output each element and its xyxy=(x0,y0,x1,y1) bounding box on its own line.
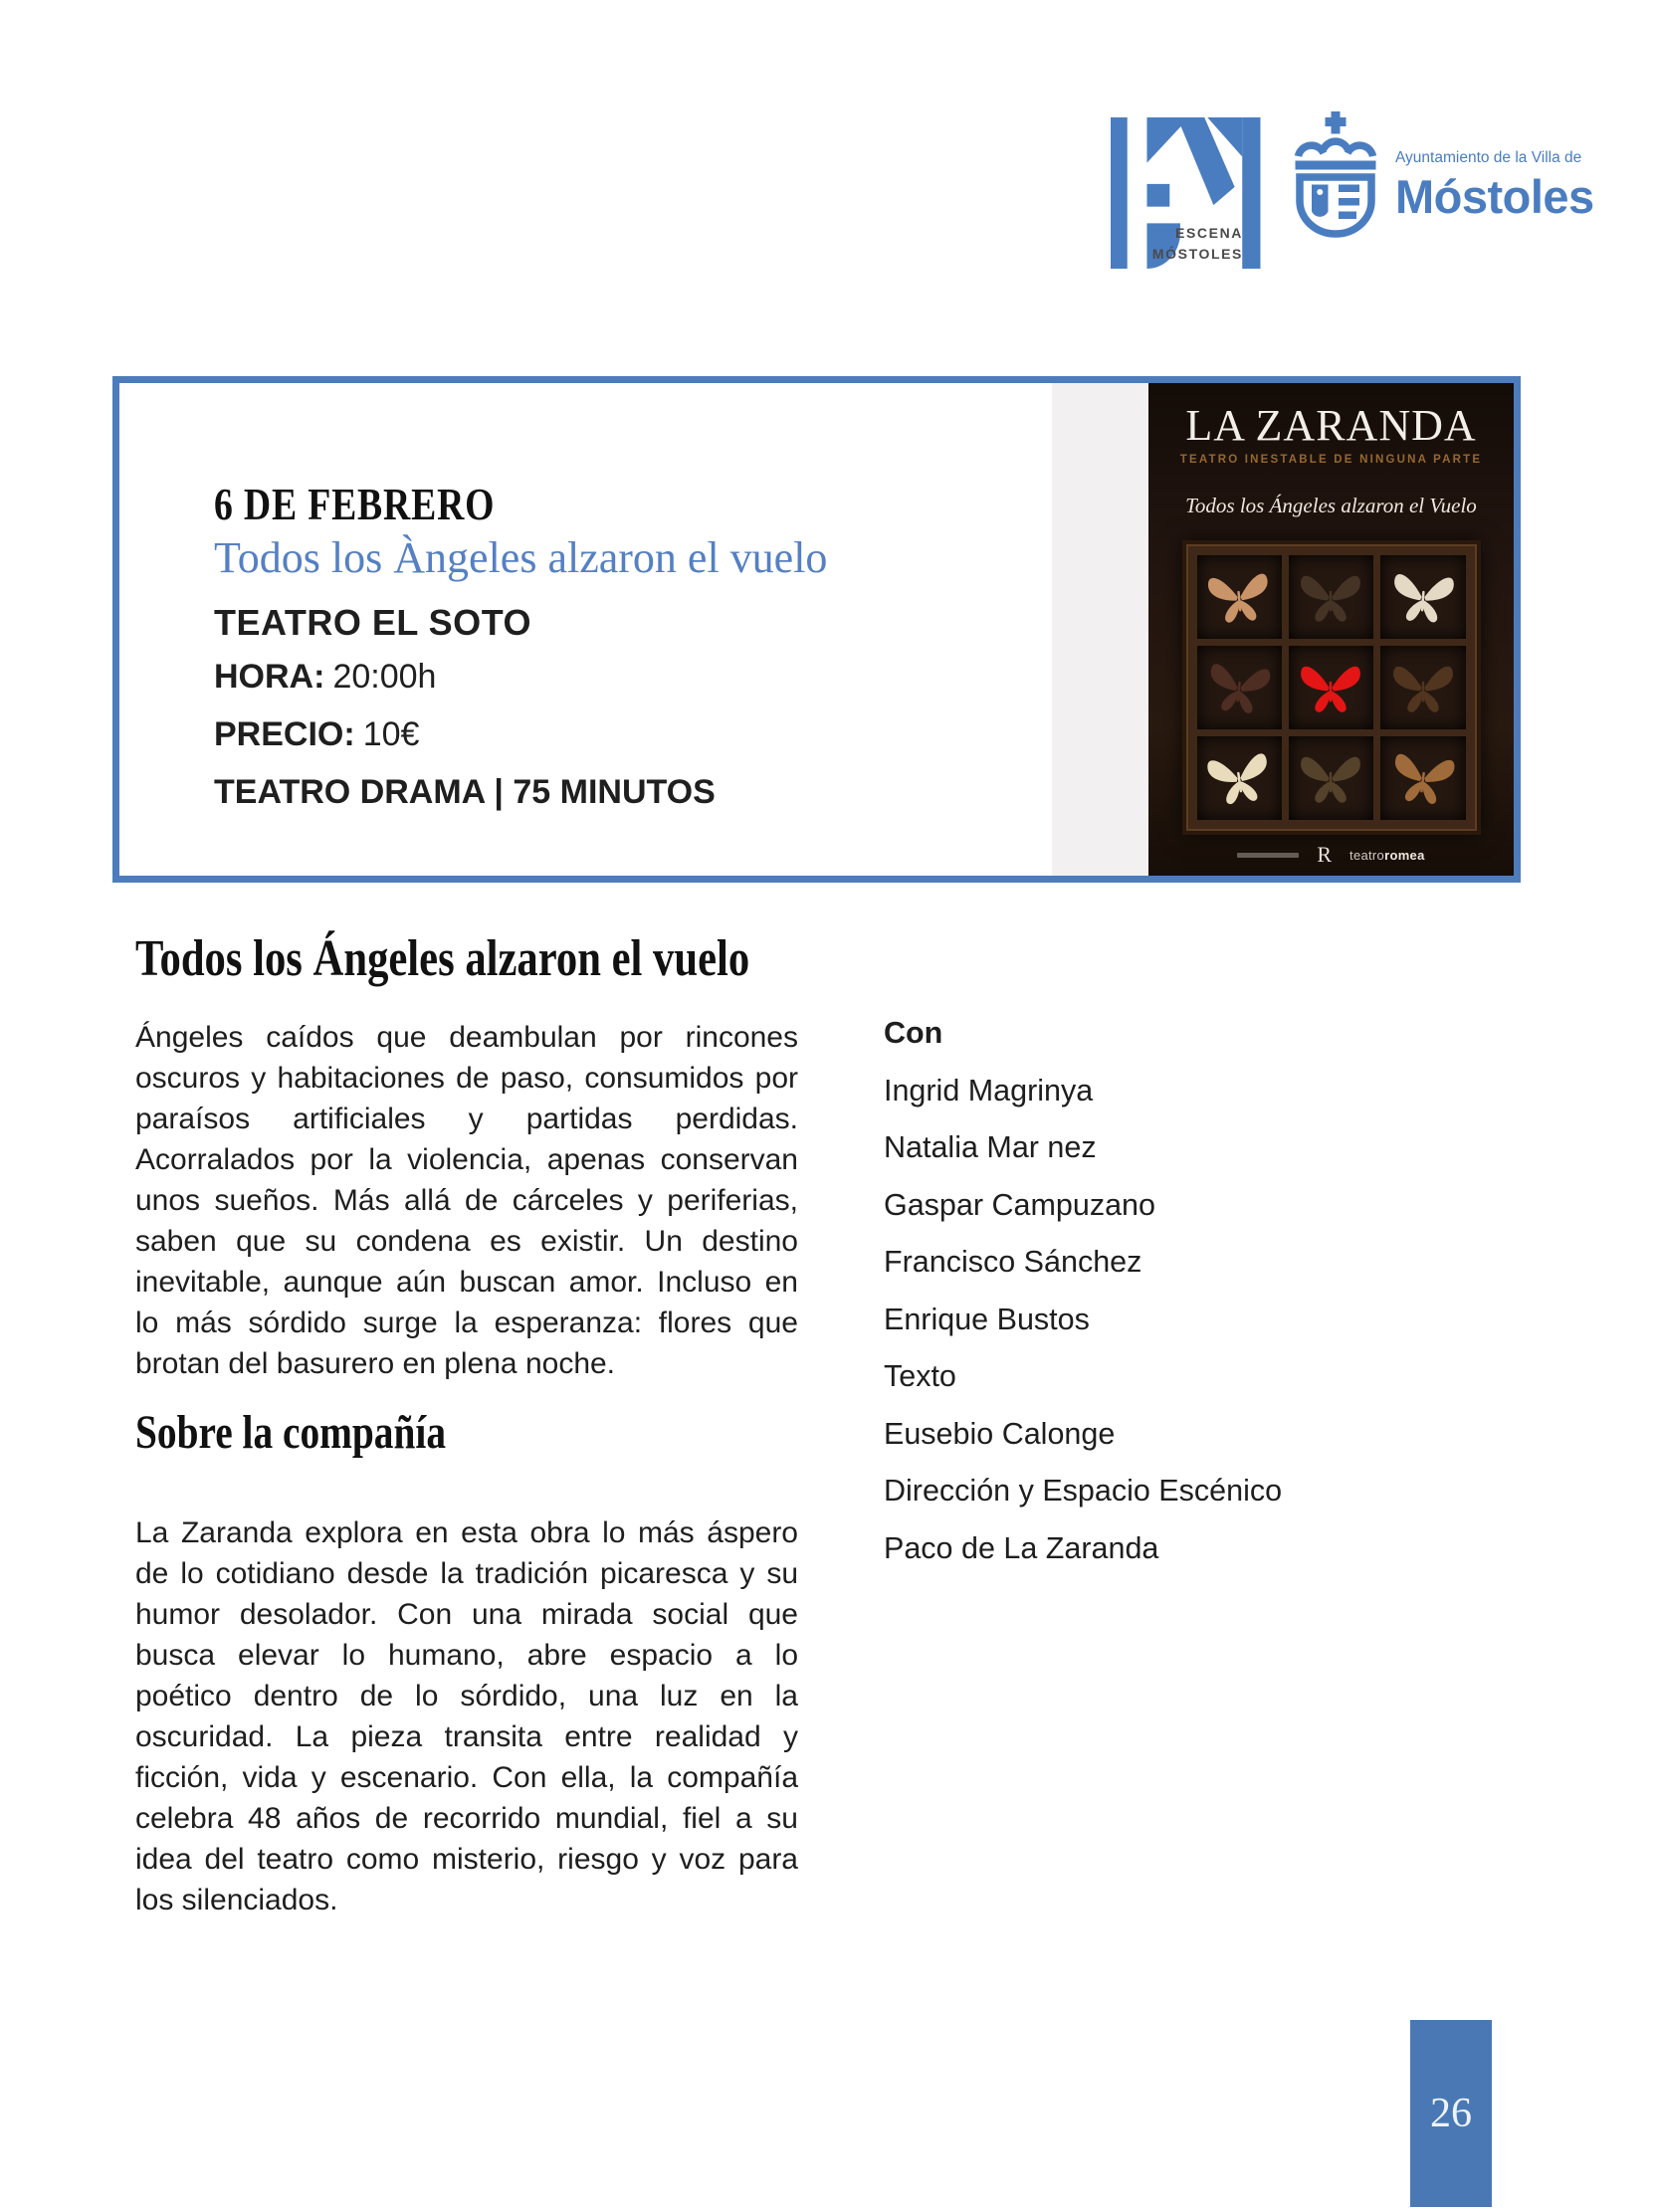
romea-light: teatro xyxy=(1349,847,1385,863)
butterfly-icon xyxy=(1199,653,1279,721)
credits-list xyxy=(884,1017,1282,1565)
butterfly-icon xyxy=(1382,743,1463,814)
credit-cast-name: Gaspar Campuzano xyxy=(884,1187,1155,1222)
mostoles-shield-icon xyxy=(1290,111,1381,249)
mostoles-logo-title: Móstoles xyxy=(1395,170,1594,223)
poster-tagline: TEATRO INESTABLE DE NINGUNA PARTE xyxy=(1179,454,1483,467)
event-card xyxy=(112,376,1521,883)
credits-text-label: Texto xyxy=(884,1359,956,1394)
butterfly-icon xyxy=(1386,657,1460,718)
case-cell xyxy=(1197,736,1282,820)
credit-direction-author: Paco de La Zaranda xyxy=(884,1530,1159,1565)
butterfly-icon xyxy=(1384,564,1462,631)
poster-show-title: Todos los Ángeles alzaron el Vuelo xyxy=(1185,494,1477,518)
poster-company-name: LA ZARANDA xyxy=(1185,401,1477,450)
page-title: Todos los Ángeles alzaron el vuelo xyxy=(135,930,750,987)
event-time xyxy=(214,658,436,697)
butterfly-icon xyxy=(1198,742,1280,814)
butterfly-icon xyxy=(1294,747,1367,809)
case-cell xyxy=(1380,736,1465,820)
event-info xyxy=(119,383,1045,876)
show-poster xyxy=(1148,383,1514,876)
event-title: Todos los Àngeles alzaron el vuelo xyxy=(214,533,828,582)
case-cell xyxy=(1289,736,1373,820)
em-logo-caption xyxy=(1152,223,1243,265)
credits-direction-label: Dirección y Espacio Escénico xyxy=(884,1474,1283,1508)
case-cell xyxy=(1197,555,1282,639)
credit-cast-name: Ingrid Magrinya xyxy=(884,1073,1094,1107)
case-cell xyxy=(1289,646,1373,729)
ayuntamiento-mostoles-logo xyxy=(1290,111,1594,261)
synopsis-paragraph: Ángeles caídos que deambulan por rincones oscuros y habitaciones de paso, consumidos por paraísos artificiales y partidas perdidas. Acorralados por la violencia, apenas conservan unos sueños. Más allá de cárceles y periferias, saben que su condena es existir. Un destino inevitable, aunque aún buscan amor. Incluso en lo más sórdido surge la esperanza: flores que brotan del basurero en plena noche. xyxy=(135,1021,798,1380)
poster-smallprint xyxy=(1237,853,1299,858)
case-cell xyxy=(1380,555,1465,639)
escena-mostoles-logo xyxy=(1108,117,1265,269)
page-number-box xyxy=(1410,2020,1492,2207)
company-paragraph: La Zaranda explora en esta obra lo más áspero de lo cotidiano desde la tradición picaresca y su humor desolador. Con una mirada social que busca elevar lo humano, abre espacio a lo poético dentro de lo sórdido, una luz en la oscuridad. La pieza transita entre realidad y ficción, vida y escenario. Con ella, la compañía celebra 48 años de recorrido mundial, fiel a su idea del teatro como misterio, riesgo y voz para los silenciados. xyxy=(135,1516,798,1916)
romea-bold: romea xyxy=(1384,847,1425,863)
price-label: PRECIO: xyxy=(214,715,355,753)
teatro-romea-wordmark xyxy=(1349,848,1425,863)
butterfly-display-case xyxy=(1182,540,1481,835)
event-genre-duration: TEATRO DRAMA | 75 MINUTOS xyxy=(214,773,716,811)
time-value: 20:00h xyxy=(332,658,437,696)
credit-cast-name: Francisco Sánchez xyxy=(884,1245,1142,1280)
event-date: 6 DE FEBRERO xyxy=(214,479,496,529)
time-label: HORA: xyxy=(214,658,325,696)
case-cell xyxy=(1380,646,1465,729)
price-value: 10€ xyxy=(362,715,420,753)
butterfly-icon-red xyxy=(1294,657,1367,718)
case-cell xyxy=(1197,646,1282,729)
teatro-romea-r-icon: R xyxy=(1317,842,1333,867)
case-cell xyxy=(1289,555,1373,639)
poster-footer-credits xyxy=(1148,844,1514,866)
event-card-divider-strip xyxy=(1052,383,1148,876)
page-number: 26 xyxy=(1430,2091,1472,2136)
butterfly-icon xyxy=(1200,563,1279,631)
butterfly-icon xyxy=(1294,566,1367,628)
event-venue: TEATRO EL SOTO xyxy=(214,602,532,643)
mostoles-logo-subtitle: Ayuntamiento de la Villa de xyxy=(1395,149,1582,166)
mostoles-logo-text xyxy=(1395,111,1594,261)
em-logo-line1: ESCENA xyxy=(1175,225,1243,241)
event-price xyxy=(214,715,419,754)
credits-cast-label: Con xyxy=(884,1016,943,1050)
company-section-heading: Sobre la compañía xyxy=(135,1406,446,1459)
credit-cast-name: Enrique Bustos xyxy=(884,1302,1090,1336)
credit-cast-name: Natalia Mar nez xyxy=(884,1130,1097,1165)
em-logo-line2: MÓSTOLES xyxy=(1151,246,1243,262)
credit-text-author: Eusebio Calonge xyxy=(884,1416,1116,1451)
